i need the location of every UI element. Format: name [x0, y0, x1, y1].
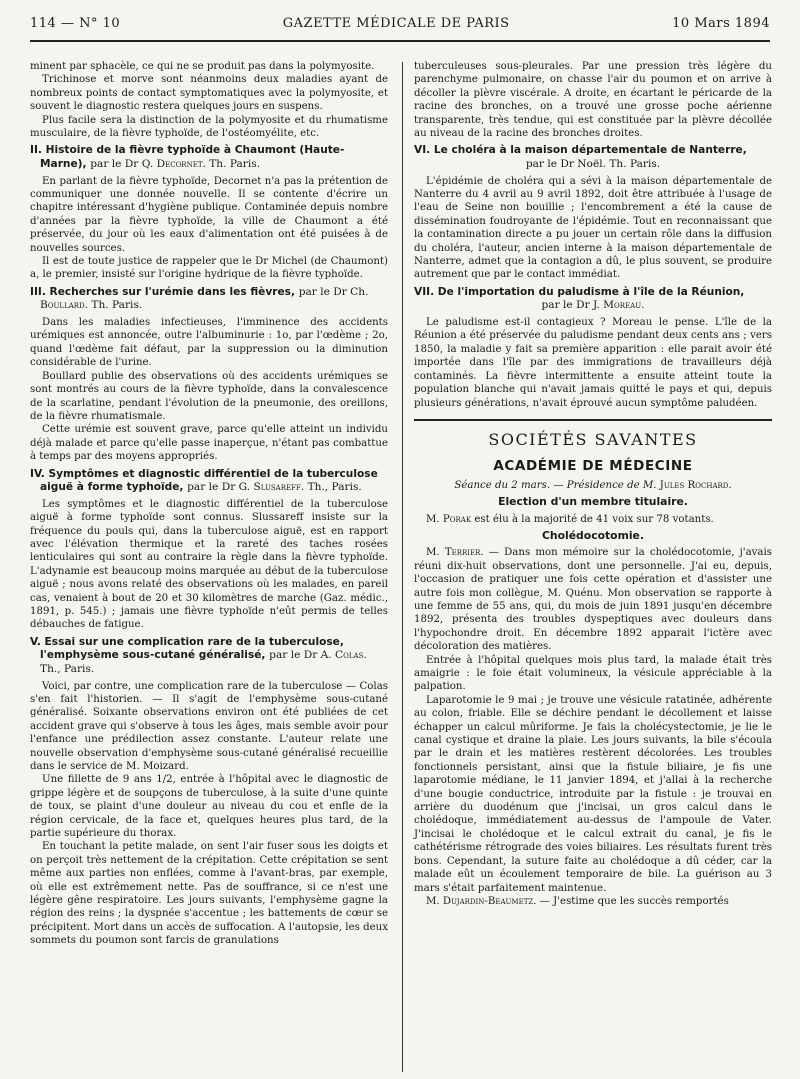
section-heading-4: IV. Symptômes et diagnostic différentiel de la tuberculose aiguë à forme typhoïde, par le Dr G. Slusareff. Th., Paris. [30, 467, 378, 494]
issue-date: 10 Mars 1894 [672, 16, 770, 31]
header-rule [30, 40, 770, 42]
paragraph: Dans les maladies infectieuses, l'imminence des accidents urémiques est annoncée, outre l'albuminurie : 1o, par l'œdème ; 2o, quand l'œdème fait défaut, par la suppression ou la diminution considérable de l'urine. [30, 317, 388, 369]
academie-heading: ACADÉMIE DE MÉDECINE [493, 458, 693, 475]
page-number: 114 — N° 10 [30, 16, 121, 31]
paragraph: tuberculeuses sous-pleurales. Par une pression très légère du parenchyme pulmonaire, on chasse l'air du poumon et on arrive à décoller la plèvre viscérale. A droite, en écartant le péricarde de la racine des bronches, on a trouvé une grosse poche aérienne transparente, très tendue, qui est constituée par la plèvre décollée au niveau de la racine des bronches droites. [414, 61, 772, 140]
section-heading-5: V. Essai sur une complication rare de la tuberculose, l'emphysème sous-cutané généralisé, par le Dr A. Colas. Th., Paris. [30, 635, 367, 675]
paragraph: minent par sphacèle, ce qui ne se produit pas dans la polymyosite. [30, 61, 375, 72]
left-column [30, 60, 388, 948]
choledocotomie-heading: Cholédocotomie. [542, 528, 644, 542]
paragraph: Plus facile sera la distinction de la polymyosite et du rhumatisme musculaire, de la fièvre typhoïde, de l'ostéomyélite, etc. [30, 114, 388, 140]
paragraph: L'épidémie de choléra qui a sévi à la maison départementale de Nanterre du 4 avril au 9 avril 1892, doit être attribuée à l'usage de l'eau de Seine non bouillie ; l'encombrement a été la cause de dissémination foudroyante de l'épidémie. Tout en reconnaissant que la contamination directe a pu jouer un certain rôle dans la diffusion du choléra, l'auteur, ancien interne à la maison départementale de Nanterre, admet que la contagion a dû, le plus souvent, se produire autrement que par le contact immédiat. [414, 175, 772, 281]
paragraph: M. Terrier. — Dans mon mémoire sur la cholédocotomie, j'avais réuni dix-huit observations, dont une personnelle. J'ai eu, depuis, l'occasion de pratiquer une fois cette opération et d'assister une autre fois mon collègue, M. Quénu. Mon observation se rapporte à une femme de 55 ans, qui, du mois de juin 1891 jusqu'en décembre 1892, présenta des troubles dyspeptiques avec douleurs dans l'hypochondre droit. En décembre 1892 apparait l'ictère avec décoloration des matières. [414, 547, 772, 653]
paragraph: En touchant la petite malade, on sent l'air fuser sous les doigts et on perçoit très nettement de la crépitation. Cette crépitation se sent même aux parties non enflées, comme à l'avant-bras, par exemple, où elle est extrêmement nette. Pas de souffrance, si ce n'est une légère gêne respiratoire. Les jours suivants, l'emphysème gagne la région des reins ; la dyspnée s'accentue ; les battements de cœur se précipitent. Mort dans un accès de suffocation. A l'autopsie, les deux sommets du poumon sont farcis de granulations [30, 841, 388, 947]
paragraph: Une fillette de 9 ans 1/2, entrée à l'hôpital avec le diagnostic de grippe légère et de soupçons de tuberculose, à la suite d'une quinte de toux, se plaint d'une douleur au niveau du cou et enfle de la région cervicale, de la face et, quelques heures plus tard, de la partie supérieure du thorax. [30, 774, 388, 840]
paragraph: M. Porak est élu à la majorité de 41 voix sur 78 votants. [426, 513, 714, 525]
section-heading-2: II. Histoire de la fièvre typhoïde à Chaumont (Haute-Marne), par le Dr Q. Decornet. Th. Paris. [30, 144, 345, 171]
section-heading-7: VII. De l'importation du paludisme à l'île de la Réunion, par le Dr J. Moreau. [414, 285, 745, 312]
section-rule [414, 419, 772, 421]
paragraph: Les symptômes et le diagnostic différentiel de la tuberculose aiguë à forme typhoïde sont connus. Slussareff insiste sur la fréquence du pouls qui, dans la tuberculose aiguë, est en rapport avec l'élévation thermique et la rareté des taches rosées lenticulaires qui sont au contraire la règle dans la fièvre typhoïde. L'adynamie est beaucoup moins marquée au début de la tuberculose aiguë ; nous avons relaté des observations où les malades, en pareil cas, venaient à bout de 20 et 30 kilomètres de marche (Gaz. médic., 1891, p. 545.) ; jamais une fièvre typhoïde n'eût permis de telles débauches de fatigue. [30, 498, 388, 631]
paragraph: Entrée à l'hôpital quelques mois plus tard, la malade était très amaigrie : le foie était volumineux, la vésicule appréciable à la palpation. [414, 654, 772, 693]
seance-line: Séance du 2 mars. — Présidence de M. Jules Rochard. [454, 479, 732, 491]
journal-title: GAZETTE MÉDICALE DE PARIS [282, 16, 510, 31]
paragraph: Trichinose et morve sont néanmoins deux maladies ayant de nombreux points de contact symptomatiques avec la polymyosite, et souvent le diagnostic restera quelques jours en suspens. [30, 74, 388, 113]
paragraph: Il est de toute justice de rappeler que le Dr Michel (de Chaumont) a, le premier, insisté sur l'origine hydrique de la fièvre typhoïde. [30, 256, 388, 281]
section-heading-3: III. Recherches sur l'urémie dans les fièvres, par le Dr Ch. Boullard. Th. Paris. [30, 285, 369, 312]
running-header [30, 16, 770, 38]
paragraph: Boullard publie des observations où des accidents urémiques se sont montrés au cours de la fièvre typhoïde, dans la convalescence de la scarlatine, pendant l'évolution de la pneumonie, des oreillons, de la fièvre rhumatismale. [30, 370, 388, 422]
paragraph: Cette urémie est souvent grave, parce qu'elle atteint un individu déjà malade et parce qu'elle passe inaperçue, n'étant pas combattue à temps par des moyens appropriés. [30, 424, 388, 463]
election-heading: Election d'un membre titulaire. [498, 495, 688, 509]
column-rule [402, 62, 403, 1072]
paragraph: M. Dujardin-Beaumetz. — J'estime que les succès remportés [426, 895, 729, 907]
societes-savantes-heading: SOCIÉTÉS SAVANTES [488, 429, 698, 449]
right-column [414, 60, 772, 908]
paragraph: En parlant de la fièvre typhoïde, Decornet n'a pas la prétention de communiquer une donnée nouvelle. Il se contente d'écrire un chapitre intéressant d'hygiène publique. Contaminée depuis nombre d'années par la fièvre typhoïde, la ville de Chaumont a été préservée, du jour où les eaux d'alimentation ont été puisées à de nouvelles sources. [30, 175, 388, 254]
section-heading-6: VI. Le choléra à la maison départementale de Nanterre, par le Dr Noël. Th. Paris. [414, 144, 747, 171]
paragraph: Voici, par contre, une complication rare de la tuberculose — Colas s'en fait l'historien. — Il s'agit de l'emphysème sous-cutané généralisé. Soixante observations environ ont été publiées de cet accident grave qui s'observe à tous les âges, mais semble avoir pour l'enfance une prédilection assez constante. L'auteur relate une nouvelle observation d'emphysème sous-cutané généralisé recueillie dans le service de M. Moizard. [30, 680, 388, 772]
paragraph: Le paludisme est-il contagieux ? Moreau le pense. L'île de la Réunion a été préservée du paludisme pendant deux cents ans ; vers 1850, la maladie y fait sa première apparition : elle parait avoir été importée dans l'île par des immigrations de travailleurs déjà contaminés. La fièvre intermittente a ensuite atteint toute la population blanche qui n'avait jamais quitté le pays et qui, depuis plusieurs générations, n'avait éprouvé aucun symptôme paludéen. [414, 317, 772, 409]
paragraph: Laparotomie le 9 mai ; je trouve une vésicule ratatinée, adhérente au colon, friable. Elle se déchire pendant le décollement et laisse échapper un calcul mûriforme. Je fais la cholécystectomie, je lie le canal cystique et draine la plaie. Les jours suivants, la bile s'écoula par le drain et les matières restèrent décolorées. Les troubles fonctionnels persistant, ainsi que la fistule biliaire, je fis une laparotomie médiane, le 11 janvier 1894, et j'allai à la recherche d'une bougie conductrice, introduite par la fistule : je trouvai en arrière du duodénum que j'incisai, un gros calcul dans le cholédoque, immédiatement au-dessus de l'ampoule de Vater. J'incisai le cholédoque et le calcul extrait du canal, je fis le cathétérisme rétrograde des voies biliaires. Les résultats furent très bons. Cependant, la suture faite au cholédoque a dû céder, car la malade eût un écoulement temporaire de bile. La guérison au 3 mars s'était parfaitement maintenue. [414, 694, 772, 894]
